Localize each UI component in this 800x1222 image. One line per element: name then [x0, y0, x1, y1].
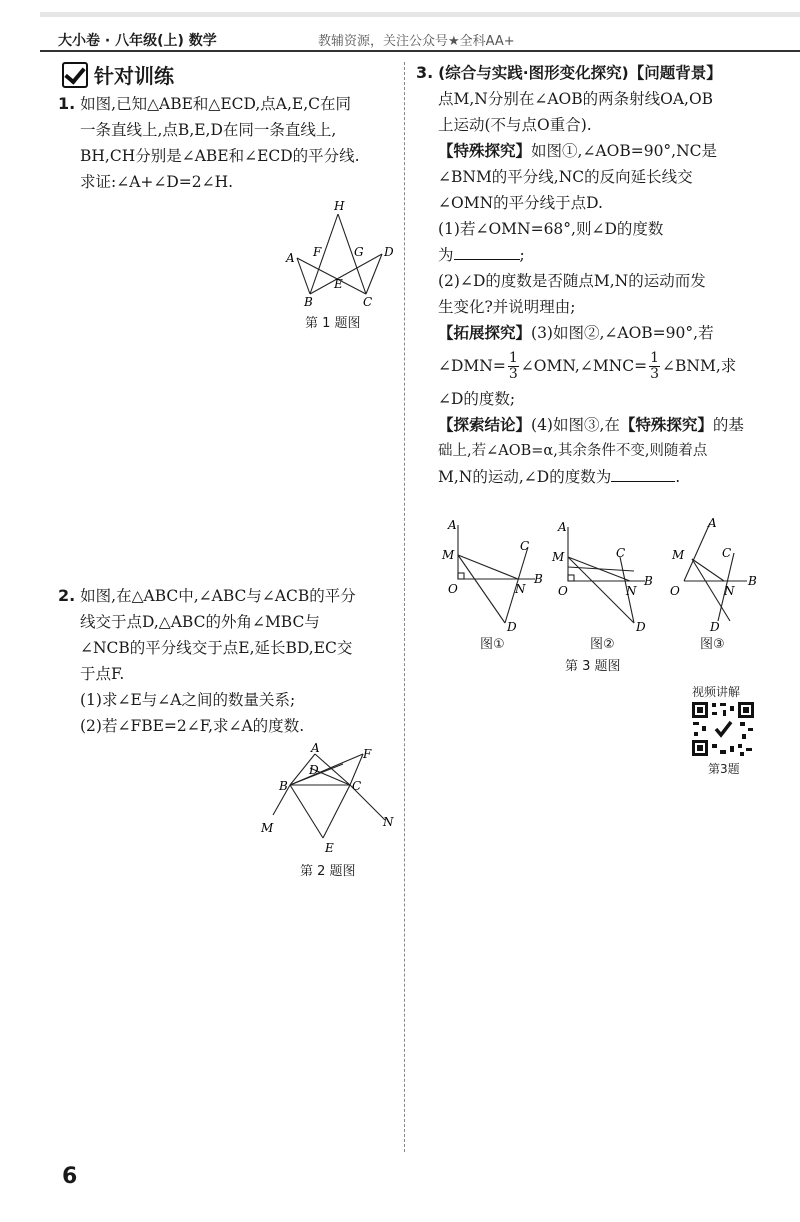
q3-line3: 如图①,∠AOB=90°,NC是	[531, 142, 718, 160]
video-label: 视频讲解	[692, 685, 741, 699]
q3-fig1-label-O: O	[448, 582, 458, 596]
q3-fig3-label-N: N	[724, 584, 735, 598]
q2-label-C: C	[352, 779, 362, 793]
q3-figure-1	[440, 515, 550, 635]
q3-line4: ∠BNM的平分线,NC的反向延长线交	[438, 168, 693, 186]
header-rule	[40, 50, 800, 52]
q3-fig3-label-D: D	[710, 620, 720, 634]
q3-line10: (3)如图②,∠AOB=90°,若	[531, 324, 714, 342]
q3-answer-blank-2	[611, 467, 675, 482]
q3-fig2-label-O: O	[558, 584, 568, 598]
q3-frac2-num: 1	[650, 349, 660, 366]
q2-figure	[255, 740, 400, 858]
q1-label-B: B	[304, 295, 313, 309]
q3-fig2-label-A: A	[558, 520, 567, 534]
q3-fig1-label-N: N	[515, 582, 526, 596]
q3-frac1-num: 1	[508, 349, 518, 366]
q3-line11c: ∠BNM,求	[662, 357, 737, 375]
q1-figure	[280, 196, 400, 311]
video-question-label: 第3题	[708, 762, 740, 776]
q3-line11b: ∠OMN,∠MNC=	[520, 357, 648, 375]
q2-line6: (2)若∠FBE=2∠F,求∠A的度数.	[80, 717, 305, 735]
q3-fig1-label-B: B	[534, 572, 543, 586]
section-title: 针对训练	[94, 64, 174, 88]
check-icon	[62, 62, 88, 88]
q3-fig3-label-M: M	[672, 548, 685, 562]
q3-line2: 上运动(不与点O重合).	[438, 116, 592, 134]
q2-label-D: D	[309, 763, 319, 777]
q3-line15: M,N的运动,∠D的度数为	[438, 468, 612, 486]
q1-label-D: D	[384, 245, 394, 259]
q2-number: 2.	[58, 586, 76, 605]
q3-fig2-caption: 图②	[590, 637, 615, 652]
q3-fig2-label-M: M	[552, 550, 565, 564]
question-3	[416, 60, 761, 490]
q2-label-B: B	[279, 779, 288, 793]
q3-fig3-label-O: O	[670, 584, 680, 598]
q1-label-F: F	[313, 245, 322, 259]
q3-line7: 为	[438, 246, 454, 264]
q1-line4: 求证:∠A+∠D=2∠H.	[80, 173, 234, 191]
qr-code-icon[interactable]	[690, 700, 756, 758]
q3-line13b: 【特殊探究】	[619, 416, 713, 434]
q3-figure-2	[550, 515, 660, 635]
q3-fig1-label-C: C	[520, 539, 530, 553]
q2-line3: ∠NCB的平分线交于点E,延长BD,EC交	[80, 639, 353, 657]
q3-line9: 生变化?并说明理由;	[438, 298, 576, 316]
q3-fig1-label-D: D	[507, 620, 517, 634]
q2-label-A: A	[311, 741, 320, 755]
q3-fraction-1	[508, 351, 519, 382]
q1-label-C: C	[363, 295, 373, 309]
q3-fig1-caption: 图①	[480, 637, 505, 652]
q3-tag-conclusion: 【探索结论】	[438, 416, 532, 434]
header-promo: 教辅资源，关注公众号★全科AA+	[318, 34, 515, 49]
q1-label-G: G	[354, 245, 364, 259]
q3-tag-background: (综合与实践·图形变化探究)【问题背景】	[438, 64, 722, 82]
q1-label-H: H	[334, 199, 345, 213]
q1-line2: 一条直线上,点B,E,D在同一条直线上,	[80, 121, 337, 139]
q3-line12: ∠D的度数;	[438, 390, 516, 408]
q2-line2: 线交于点D,△ABC的外角∠MBC与	[80, 613, 320, 631]
q3-tag-special: 【特殊探究】	[438, 142, 532, 160]
q3-caption: 第 3 题图	[565, 659, 621, 674]
q2-label-F: F	[363, 747, 372, 761]
q2-line5: (1)求∠E与∠A之间的数量关系;	[80, 691, 296, 709]
q3-frac1-den: 3	[508, 365, 518, 382]
q3-fig1-label-M: M	[442, 548, 455, 562]
column-divider	[404, 62, 405, 1152]
q3-frac2-den: 3	[650, 365, 660, 382]
q1-number: 1.	[58, 94, 76, 113]
q3-tag-extend: 【拓展探究】	[438, 324, 532, 342]
q3-fig2-label-D: D	[636, 620, 646, 634]
q2-label-E: E	[325, 841, 334, 855]
question-1	[58, 91, 398, 195]
page-number: 6	[62, 1164, 78, 1189]
q3-answer-blank-1	[454, 245, 520, 260]
q3-fig2-label-N: N	[626, 584, 637, 598]
q3-fig3-label-B: B	[748, 574, 757, 588]
q3-fig3-label-C: C	[722, 546, 732, 560]
q2-line1: 如图,在△ABC中,∠ABC与∠ACB的平分	[80, 587, 356, 605]
q2-caption: 第 2 题图	[300, 864, 356, 879]
q2-label-M: M	[261, 821, 274, 835]
q3-line15-end: .	[675, 468, 681, 486]
q1-caption: 第 1 题图	[305, 316, 361, 331]
q3-line5: ∠OMN的平分线于点D.	[438, 194, 603, 212]
q1-label-E: E	[334, 277, 343, 291]
header-book-title: 大小卷 · 八年级(上) 数学	[58, 33, 217, 49]
question-2	[58, 583, 398, 739]
q3-line13c: 的基	[712, 416, 744, 434]
q3-line1: 点M,N分别在∠AOB的两条射线OA,OB	[438, 90, 714, 108]
q3-fig3-caption: 图③	[700, 637, 725, 652]
q3-line7-end: ;	[519, 246, 525, 264]
q3-fig3-label-A: A	[708, 516, 717, 530]
q2-label-N: N	[383, 815, 394, 829]
q3-line13a: (4)如图③,在	[531, 416, 620, 434]
q3-figure-3	[662, 515, 772, 635]
q3-line14: 础上,若∠AOB=α,其余条件不变,则随着点	[438, 443, 708, 459]
q1-label-A: A	[286, 251, 295, 265]
q3-line11a: ∠DMN=	[438, 357, 506, 375]
q3-line6: (1)若∠OMN=68°,则∠D的度数	[438, 220, 664, 238]
section-header	[62, 60, 174, 89]
q3-line8: (2)∠D的度数是否随点M,N的运动而发	[438, 272, 706, 290]
q3-number: 3.	[416, 63, 434, 82]
q3-fig1-label-A: A	[448, 518, 457, 532]
q2-line4: 于点F.	[80, 665, 125, 683]
header-stripe	[40, 12, 800, 17]
q3-fig2-label-C: C	[616, 546, 626, 560]
q3-fraction-2	[649, 351, 660, 382]
q1-line3: BH,CH分别是∠ABE和∠ECD的平分线.	[80, 147, 360, 165]
q3-fig2-label-B: B	[644, 574, 653, 588]
q1-line1: 如图,已知△ABE和△ECD,点A,E,C在同	[80, 95, 352, 113]
